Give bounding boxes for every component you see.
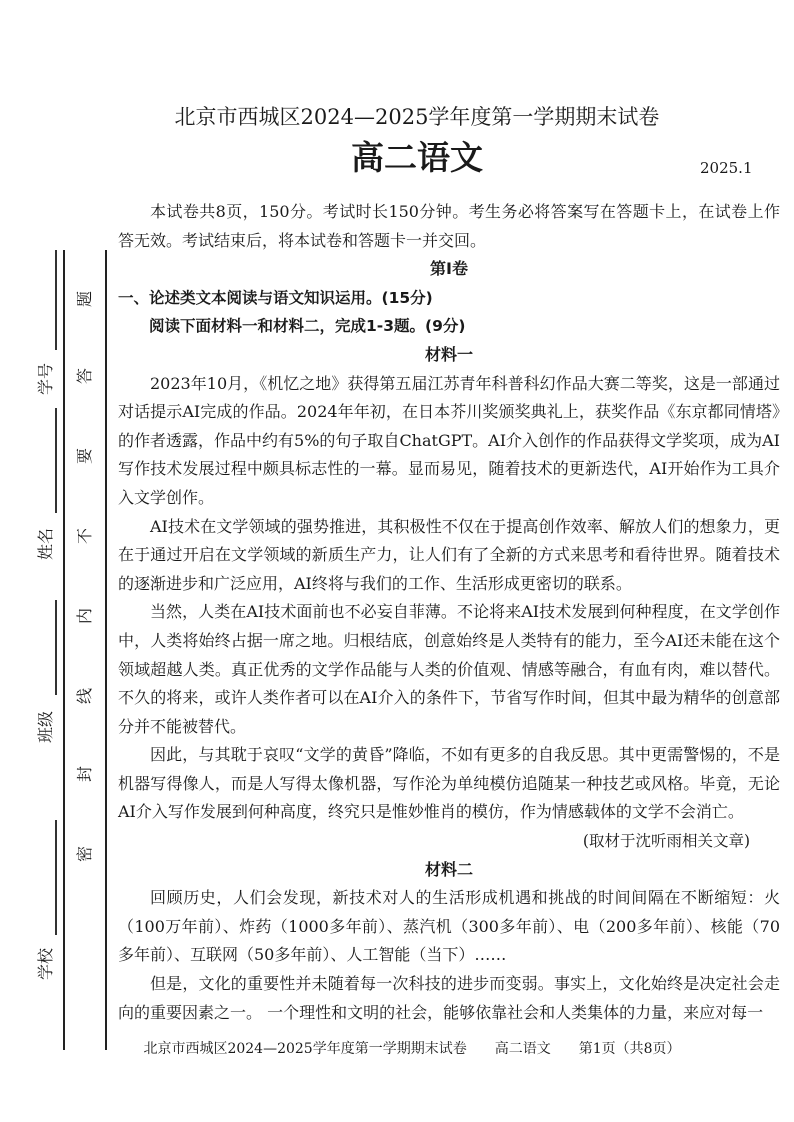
volume-title: 第Ⅰ卷 [430,259,468,279]
seal-char: 答 [75,367,95,385]
material1-paragraph: 因此，与其耽于哀叹“文学的黄昏”降临，不如有更多的自我反思。其中更需警惕的，不是机器写得像人，而是人写得太像机器，写作沦为单纯模仿追随某一种技艺或风格。毕竟，无论AI介入写作发展到何种高度，终究只是惟妙惟肖的模仿，作为情感载体的文学不会消亡。 [118,745,780,822]
seal-char: 密 [75,845,95,863]
subject-title: 高二语文 [351,138,483,177]
seal-char: 封 [75,765,95,783]
seal-char: 题 [75,290,95,308]
page-footer: 北京市西城区2024—2025学年度第一学期期末试卷 高二语文 第1页（共8页） [143,1041,681,1058]
material1-source: (取材于沈听雨相关文章) [582,832,750,851]
seal-char: 要 [75,447,95,465]
field-label-name: 姓名 [36,527,56,561]
seal-char: 不 [75,527,95,545]
instructions: 本试卷共8页，150分。考试时长150分钟。考生务必将答案写在答题卡上，在试卷上作答无效。考试结束后，将本试卷和答题卡一并交回。 [118,202,780,250]
field-label-school: 学校 [36,947,56,981]
field-blank-school[interactable] [55,820,57,935]
material1-paragraph: 当然，人类在AI技术面前也不必妄自菲薄。不论将来AI技术发展到何种程度，在文学创作中，人类将始终占据一席之地。归根结底，创意始终是人类特有的能力，至今AI还未能在这个领域超越人类。真正优秀的文学作品能与人类的价值观、情感等融合，有血有肉，难以替代。不久的将来，或许人类作者可以在AI介入的条件下，节省写作时间，但其中最为精华的创意部分并不能被替代。 [118,602,780,736]
field-label-class: 班级 [36,710,56,744]
section-instruction: 阅读下面材料一和材料二，完成1-3题。(9分) [149,317,466,336]
material1-title: 材料一 [424,344,473,364]
section-heading: 一、论述类文本阅读与语文知识运用。(15分) [118,288,433,307]
material2-title: 材料二 [424,859,473,879]
margin-line-right [105,250,107,1050]
exam-title: 北京市西城区2024—2025学年度第一学期期末试卷 [174,105,660,129]
field-blank-class[interactable] [55,600,57,695]
field-blank-student-id[interactable] [55,250,57,350]
field-label-student-id: 学号 [36,362,56,396]
margin-line-left [63,250,65,1050]
material1-paragraph: AI技术在文学领域的强势推进，其积极性不仅在于提高创作效率、解放人们的想象力，更在于通过开启在文学领域的新质生产力，让人们有了全新的方式来思考和看待世界。随着技术的逐渐进步和广泛应用，AI终将与我们的工作、生活形成更密切的联系。 [118,516,780,593]
exam-body [118,198,780,1059]
material2-paragraph: 回顾历史，人们会发现，新技术对人的生活形成机遇和挑战的时间间隔在不断缩短：火（100万年前）、炸药（1000多年前）、蒸汽机（300多年前）、电（200多年前）、核能（70多年前）、互联网（50多年前）、人工智能（当下）…… [118,888,780,965]
material1-paragraph: 2023年10月，《机忆之地》获得第五届江苏青年科普科幻作品大赛二等奖，这是一部通过对话提示AI完成的作品。2024年年初，在日本芥川奖颁奖典礼上，获奖作品《东京都同情塔》的作者透露，作品中约有5%的句子取自ChatGPT。AI介入创作的作品获得文学奖项，成为AI写作技术发展过程中颇具标志性的一幕。显而易见，随着技术的更新迭代，AI开始作为工具介入文学创作。 [118,373,780,507]
exam-date: 2025.1 [700,159,753,177]
seal-char: 内 [75,607,95,625]
material2-paragraph: 但是，文化的重要性并未随着每一次科技的进步而变弱。事实上，文化始终是决定社会走向的重要因素之一。 一个理性和文明的社会，能够依靠社会和人类集体的力量，来应对每一 [118,974,780,1022]
field-blank-name[interactable] [55,408,57,513]
seal-char: 线 [75,687,95,705]
